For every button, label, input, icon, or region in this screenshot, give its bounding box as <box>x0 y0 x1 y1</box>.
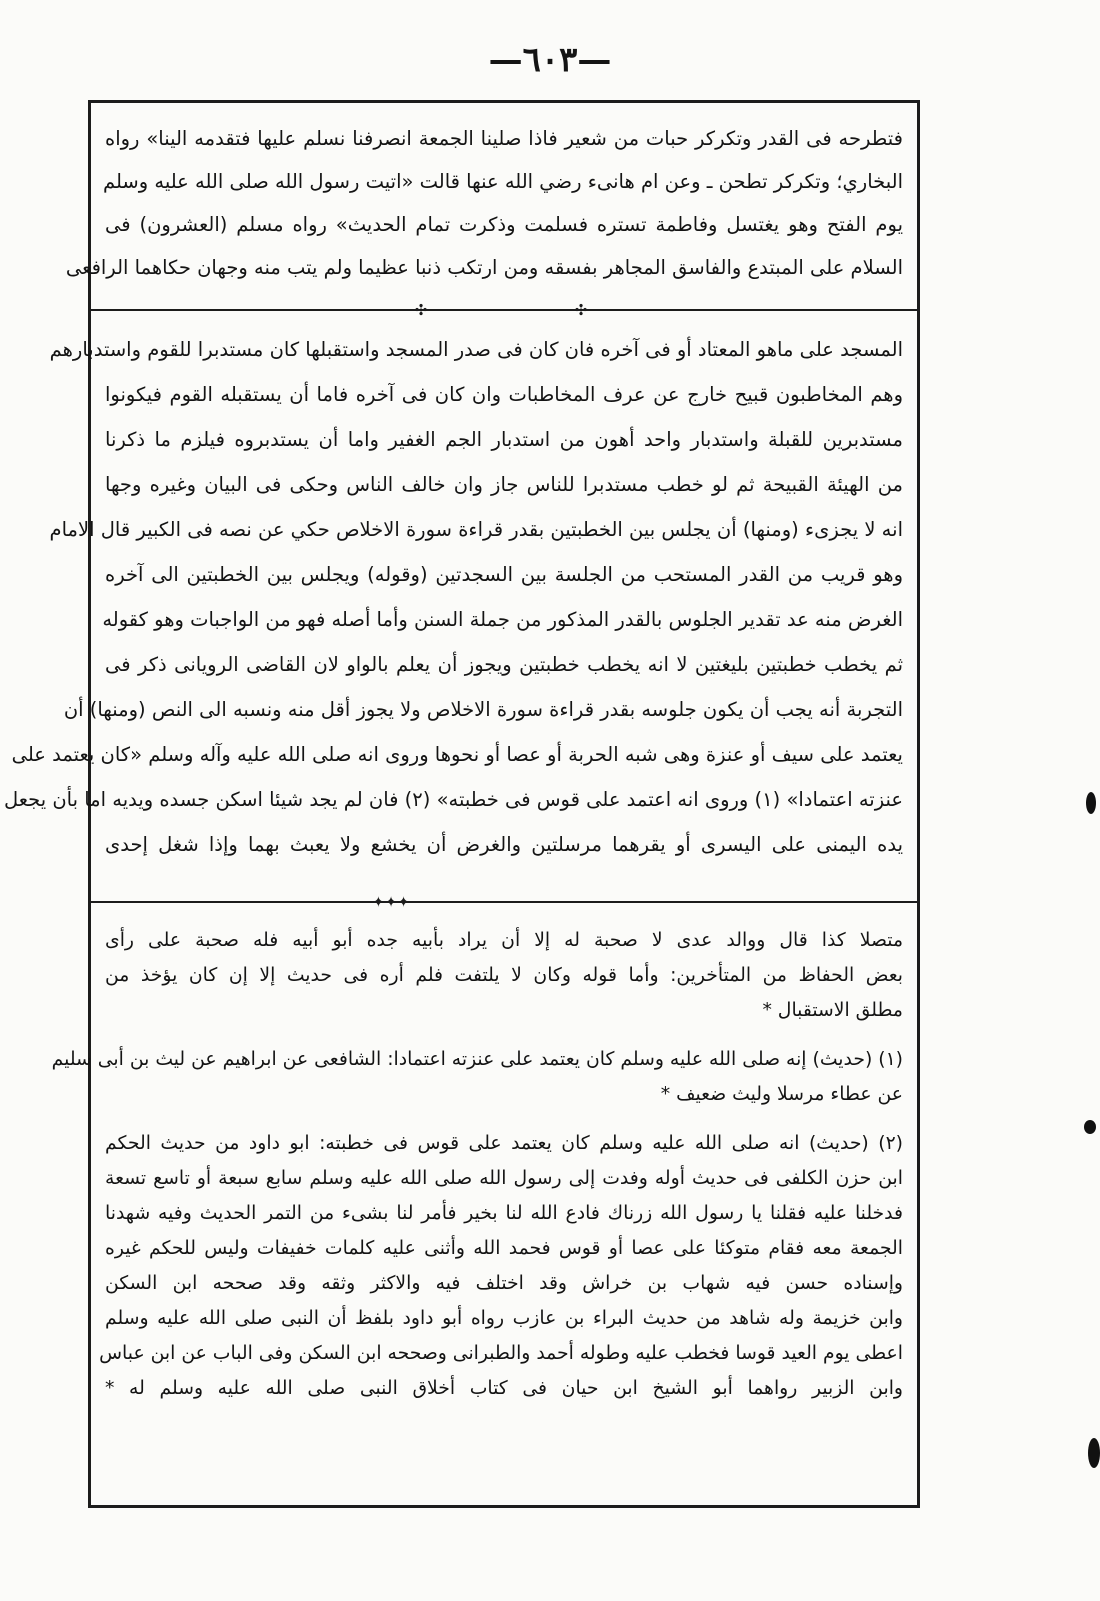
section-divider <box>91 309 917 311</box>
main-line: وهم المخاطبون قبيح خارج عن عرف المخاطبات وان كان فى آخره فاما أن يستقبله القوم فيكونوا <box>105 383 903 406</box>
top-section <box>65 117 903 289</box>
top-line: البخاري؛ وتكركر تطحن ـ وعن ام هانىء رضي الله عنها قالت «اتيت رسول الله صلى الله عليه وسلم <box>103 170 903 193</box>
footnote-line: (٢) (حديث) انه صلى الله عليه وسلم كان يعتمد على قوس فى خطبته: ابو داود من حديث الحكم <box>105 1133 903 1154</box>
main-line: يده اليمنى على اليسرى أو يقرهما مرسلتين والغرض أن يخشع ولا يعبث بهما وإذا شغل إحدى <box>105 833 903 856</box>
scan-speck <box>1086 792 1096 814</box>
main-line: يعتمد على سيف أو عنزة وهى شبه الحربة أو عصا أو نحوها وروى انه صلى الله عليه وآله وسلم «كان يعتمد على <box>11 743 903 766</box>
footnote-line: وابن خزيمة وله شاهد من حديث البراء بن عازب رواه أبو داود بلفظ أن النبى صلى الله عليه وسلم <box>105 1308 903 1329</box>
divider-ornament-icon: ✣ <box>574 301 588 319</box>
main-line: وهو قريب من القدر المستحب من الجلسة بين السجدتين (وقوله) ويجلس بين الخطبتين الى آخره <box>105 563 903 586</box>
footnote-line: الجمعة معه فقام متوكئا على عصا أو قوس فحمد الله وأثنى عليه كلمات خفيفات وليس للحكم غيره <box>105 1238 903 1259</box>
scan-speck <box>1084 1120 1096 1134</box>
footnote-line: وابن الزبير رواهما أبو الشيخ ابن حيان فى كتاب أخلاق النبى صلى الله عليه وسلم له * <box>105 1378 903 1399</box>
page-number: —٦٠٣— <box>488 40 612 80</box>
main-line: المسجد على ماهو المعتاد أو فى آخره فان كان فى صدر المسجد واستقبلها كان مستدبرا للقوم واستدبارهم <box>49 338 903 361</box>
main-line: الغرض منه عد تقدير الجلوس بالقدر المذكور من جملة السنن وأما أصله فهو من الواجبات وهو كقوله <box>102 608 903 631</box>
text-frame <box>3 100 920 1508</box>
footnote-line: بعض الحفاظ من المتأخرين: وأما قوله وكان لا يلتفت فلم أره فى حديث إلا إن كان يؤخذ من <box>105 965 903 986</box>
divider-ornament-icon: ✣ <box>414 301 428 319</box>
footnote-line: (١) (حديث) إنه صلى الله عليه وسلم كان يعتمد على عنزته اعتمادا: الشافعى عن ابراهيم عن ليث بن أبى سليم <box>51 1049 903 1070</box>
divider-ornament-icon: ✦✦✦ <box>372 893 410 911</box>
footnote-line: مطلق الاستقبال * <box>762 1000 903 1021</box>
footnote-line: فدخلنا عليه فقلنا يا رسول الله زرناك فادع الله لنا بخير فأمر لنا بشىء من التمر الحديث وفيه شهدنا <box>105 1203 903 1224</box>
main-line: ثم يخطب خطبتين بليغتين لا انه يخطب خطبتين ويجوز أن يعلم بالواو لان القاضى الرويانى ذكر فى <box>105 653 903 676</box>
main-line: انه لا يجزىء (ومنها) أن يجلس بين الخطبتين بقدر قراءة سورة الاخلاص حكي عن نصه فى الكبير قال الامام <box>49 518 903 541</box>
footnote-section <box>51 923 903 1406</box>
main-line: من الهيئة القبيحة ثم لو خطب مستدبرا للناس جاز وان خالف الناس وحكى فى البيان وغيره وجها <box>105 473 903 496</box>
footnote-line: وإسناده حسن فيه شهاب بن خراش وقد اختلف فيه والاكثر وثقه وقد صححه ابن السكن <box>105 1273 903 1294</box>
top-line: السلام على المبتدع والفاسق المجاهر بفسقه ومن ارتكب ذنبا عظيما ولم يتب منه وجهان حكاهما الرافعى <box>65 256 903 279</box>
footnote-line: متصلا كذا قال ووالد عدى لا صحبة له إلا أن يراد بأبيه جده أبو أبيه فله صحبة على رأى <box>105 930 903 951</box>
footnote-line: عن عطاء مرسلا وليث ضعيف * <box>660 1084 903 1105</box>
footnote-line: ابن حزن الكلفى فى حديث أوله وفدت إلى رسول الله صلى الله عليه وسلم سابع سبعة أو تاسع تسعة <box>105 1168 903 1189</box>
section-divider <box>91 901 917 903</box>
main-line: عنزته اعتمادا» (١) وروى انه اعتمد على قوس فى خطبته» (٢) فان لم يجد شيئا اسكن جسده ويديه اما بأن يجعل <box>3 788 903 811</box>
top-line: فتطرحه فى القدر وتكركر حبات من شعير فاذا صلينا الجمعة انصرفنا نسلم عليها فتقدمه الينا» رواه <box>105 127 903 150</box>
scan-speck <box>1088 1438 1100 1468</box>
main-text-section <box>3 327 903 867</box>
main-line: التجربة أنه يجب أن يكون جلوسه بقدر قراءة سورة الاخلاص ولا يجوز أقل منه ونسبه الى النص (ومنها) أن <box>63 698 903 721</box>
main-line: مستدبرين للقبلة واستدبار واحد أهون من استدبار الجم الغفير واما أن يستدبروه فيلزم ما ذكرنا <box>105 428 903 451</box>
footnote-line: اعطى يوم العيد قوسا فخطب عليه وطوله أحمد والطبرانى وصححه ابن السكن وفى الباب عن ابن عباس <box>99 1343 903 1364</box>
top-line: يوم الفتح وهو يغتسل وفاطمة تستره فسلمت وذكرت تمام الحديث» رواه مسلم (العشرون) فى <box>105 213 903 236</box>
